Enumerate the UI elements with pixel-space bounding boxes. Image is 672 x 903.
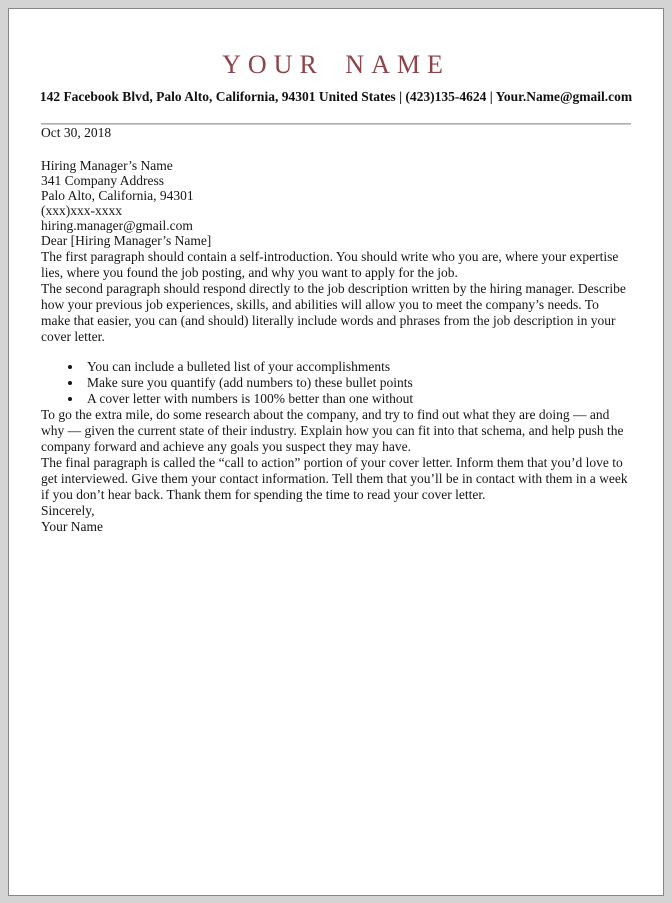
recipient-street: 341 Company Address — [41, 172, 164, 188]
accomplishments-bullet-list — [41, 359, 631, 407]
contact-info-line: 142 Facebook Blvd, Palo Alto, California, 94301 United States | (423)135-4624 | Your.Name@gmail.com — [39, 88, 633, 104]
paragraph-introduction: The first paragraph should contain a self-introduction. You should write who you are, where your expertise lies, where you found the job posting, and why you want to apply for the job. — [41, 248, 619, 280]
recipient-city: Palo Alto, California, 94301 — [41, 187, 194, 203]
applicant-name-heading: YOUR NAME — [222, 50, 450, 79]
paragraph-company-research: To go the extra mile, do some research about the company, and try to find out what they are doing — and why — given the current state of their industry. Explain how you can fit into that schema, and help push the company forward and achieve any goals you suspect they may have. — [41, 406, 624, 454]
cover-letter-page — [8, 8, 664, 896]
recipient-email: hiring.manager@gmail.com — [41, 217, 193, 233]
letter-body — [41, 125, 631, 535]
bullet-item: • A cover letter with numbers is 100% better than one without — [83, 391, 631, 407]
recipient-name: Hiring Manager’s Name — [41, 157, 173, 173]
signature-name: Your Name — [41, 518, 104, 534]
date-line: Oct 30, 2018 — [41, 124, 112, 140]
letterhead — [9, 51, 663, 125]
recipient-address-block — [41, 158, 631, 233]
paragraph-job-description: The second paragraph should respond directly to the job description written by the hiring manager. Describe how your previous job experiences, skills, and abilities will allow you to meet the company’s needs. To make that easier, you can (and should) literally include words and phrases from the job description in your cover letter. — [41, 280, 626, 344]
recipient-phone: (xxx)xxx-xxxx — [41, 202, 122, 218]
bullet-item: • Make sure you quantify (add numbers to) these bullet points — [83, 375, 631, 391]
paragraph-call-to-action: The final paragraph is called the “call to action” portion of your cover letter. Inform them that you’d love to get interviewed. Give them your contact information. Tell them that you’ll be in contact with them in a week if you don’t hear back. Thank them for spending the time to read your cover letter. — [41, 454, 628, 502]
salutation-line: Dear [Hiring Manager’s Name] — [41, 232, 212, 248]
bullet-item: • You can include a bulleted list of your accomplishments — [83, 359, 631, 375]
valediction-line: Sincerely, — [41, 502, 95, 518]
